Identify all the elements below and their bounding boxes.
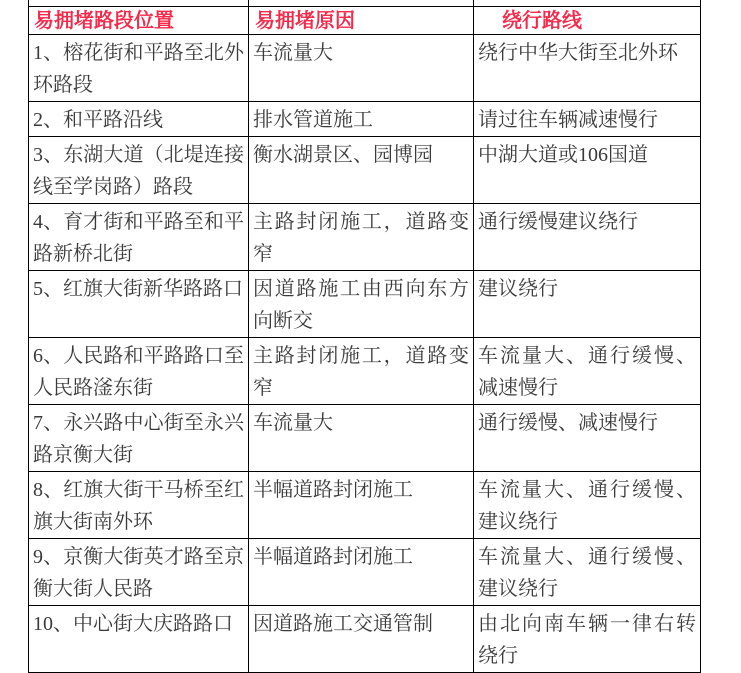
cell-location: 6、人民路和平路路口至人民路滏东街 xyxy=(29,337,249,404)
cell-location: 1、榕花街和平路至北外环路段 xyxy=(29,34,249,101)
cell-cause: 半幅道路封闭施工 xyxy=(249,538,474,605)
cell-detour: 车流量大、通行缓慢、建议绕行 xyxy=(474,471,701,538)
cell-detour: 通行缓慢建议绕行 xyxy=(474,203,701,270)
cell-cause: 因道路施工交通管制 xyxy=(249,605,474,672)
table-row xyxy=(29,605,701,672)
table-row xyxy=(29,203,701,270)
cell-location: 4、育才街和平路至和平路新桥北街 xyxy=(29,203,249,270)
cell-location: 8、红旗大街干马桥至红旗大街南外环 xyxy=(29,471,249,538)
cell-cause: 因道路施工由西向东方向断交 xyxy=(249,270,474,337)
table-row xyxy=(29,136,701,203)
cell-cause: 主路封闭施工，道路变窄 xyxy=(249,203,474,270)
cell-detour: 绕行中华大街至北外环 xyxy=(474,34,701,101)
cell-detour: 车流量大、通行缓慢、减速慢行 xyxy=(474,337,701,404)
table-header-row xyxy=(29,6,701,34)
cell-detour: 车流量大、通行缓慢、建议绕行 xyxy=(474,538,701,605)
cell-cause: 车流量大 xyxy=(249,404,474,471)
cell-cause: 衡水湖景区、园博园 xyxy=(249,136,474,203)
cell-location: 9、京衡大街英才路至京衡大街人民路 xyxy=(29,538,249,605)
table-row xyxy=(29,270,701,337)
cell-detour: 中湖大道或106国道 xyxy=(474,136,701,203)
cell-cause: 半幅道路封闭施工 xyxy=(249,471,474,538)
column-header-location: 易拥堵路段位置 xyxy=(29,6,249,34)
cell-cause: 主路封闭施工，道路变窄 xyxy=(249,337,474,404)
cell-location: 10、中心街大庆路路口 xyxy=(29,605,249,672)
cell-location: 3、东湖大道（北堤连接线至学岗路）路段 xyxy=(29,136,249,203)
table-row xyxy=(29,337,701,404)
cell-detour: 建议绕行 xyxy=(474,270,701,337)
table-row xyxy=(29,101,701,136)
cell-detour: 请过往车辆减速慢行 xyxy=(474,101,701,136)
cell-cause: 排水管道施工 xyxy=(249,101,474,136)
table-row xyxy=(29,538,701,605)
cell-location: 2、和平路沿线 xyxy=(29,101,249,136)
traffic-congestion-table xyxy=(28,0,701,673)
cell-location: 5、红旗大街新华路路口 xyxy=(29,270,249,337)
table-row xyxy=(29,404,701,471)
table-row xyxy=(29,471,701,538)
cell-detour: 由北向南车辆一律右转绕行 xyxy=(474,605,701,672)
cell-cause: 车流量大 xyxy=(249,34,474,101)
column-header-cause: 易拥堵原因 xyxy=(249,6,474,34)
table-row xyxy=(29,34,701,101)
cell-location: 7、永兴路中心街至永兴路京衡大街 xyxy=(29,404,249,471)
cell-detour: 通行缓慢、减速慢行 xyxy=(474,404,701,471)
column-header-detour: 绕行路线 xyxy=(474,6,701,34)
